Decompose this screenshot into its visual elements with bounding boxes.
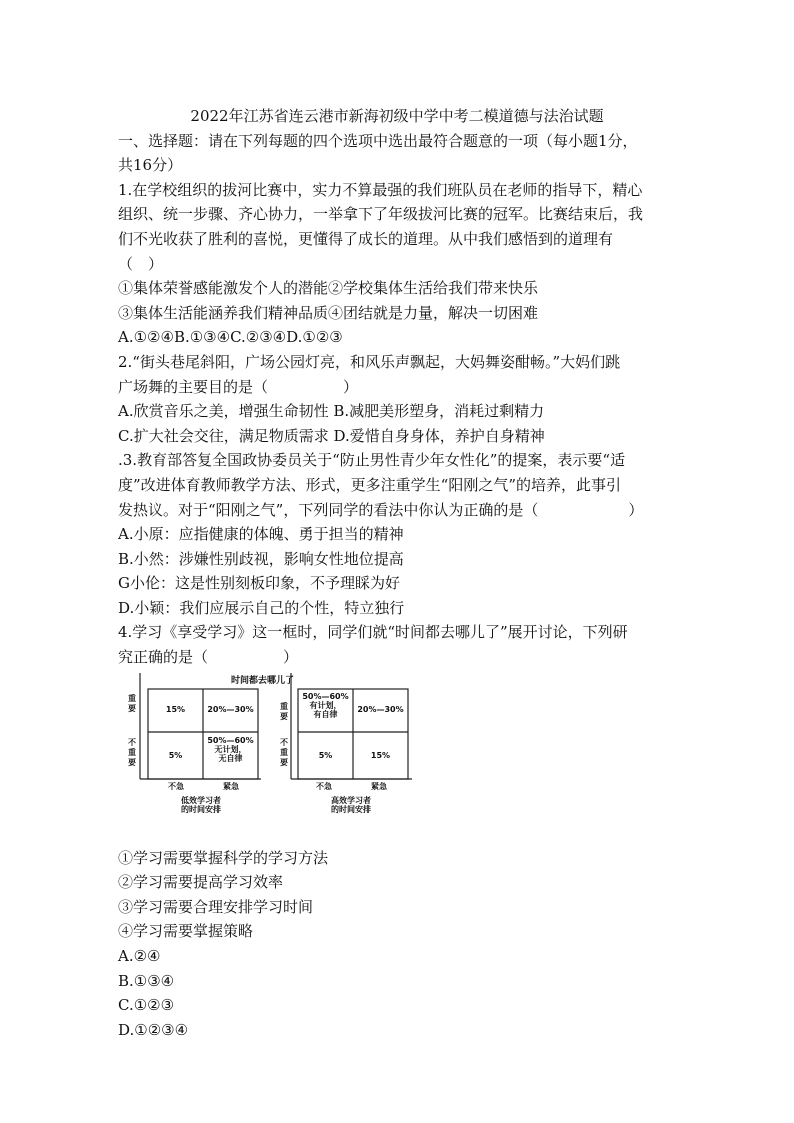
low-y-label-unimportant: 不重要	[128, 737, 136, 767]
q3-stem-line2: 度”改进体育教师教学方法、形式，更多注重学生“阳刚之气”的培养，此事引	[118, 475, 622, 494]
q4-choice-d: D.①②③④	[118, 1020, 189, 1039]
q4-choice-b: B.①③④	[118, 971, 175, 990]
low-x-label-urgent: 紧急	[223, 781, 239, 791]
q3-choice-c: G小伦：这是性别刻板印象，不予理睬为好	[118, 574, 400, 593]
high-cell-unimportant-urgent: 15%	[370, 750, 391, 760]
document-title: 2022年江苏省连云港市新海初级中学中考二模道德与法治试题	[190, 107, 604, 125]
q4-stem-line1: 4.学习《享受学习》这一框时，同学们就“时间都去哪儿了”展开讨论，下列研	[118, 623, 628, 642]
q1-stem-line3: 们不光收获了胜利的喜悦，更懂得了成长的道理。从中我们感悟到的道理有	[118, 229, 614, 248]
q4-statement-4: ④学习需要掌握策略	[118, 922, 254, 941]
low-cell-important-not-urgent: 15%	[165, 704, 186, 714]
low-cell-unimportant-not-urgent: 5%	[168, 750, 183, 760]
question-3	[118, 448, 676, 620]
low-caption: 低效学习者 的时间安排	[181, 795, 221, 814]
q1-statement-1: ①集体荣誉感能激发个人的潜能②学校集体生活给我们带来快乐	[118, 279, 539, 298]
section-header: 一、选择题：请在下列每题的四个选项中选出最符合题意的一项（每小题1分，	[118, 131, 638, 150]
q1-stem-line2: 组织、统一步骤、齐心协力，一举拿下了年级拔河比赛的冠军。比赛结束后，我	[118, 205, 644, 224]
q3-choice-b: B.小然：涉嫌性别歧视，影响女性地位提高	[118, 549, 404, 568]
q4-statement-3: ③学习需要合理安排学习时间	[118, 897, 314, 916]
q4-statement-2: ②学习需要提高学习效率	[118, 873, 284, 892]
high-caption: 高效学习者 的时间安排	[331, 795, 371, 814]
high-y-label-unimportant: 不重要	[280, 737, 288, 767]
question-4	[118, 620, 676, 1042]
q1-answer-blank: （ ）	[118, 254, 164, 273]
q3-choice-a: A.小原：应指健康的体魄、勇于担当的精神	[118, 525, 404, 544]
q1-stem-line1: 1.在学校组织的拔河比赛中，实力不算最强的我们班队员在老师的指导下，精心	[118, 180, 643, 199]
exam-page	[118, 104, 676, 1042]
q4-choice-a: A.②④	[118, 947, 161, 966]
question-2	[118, 350, 676, 448]
q1-statement-2: ③集体生活能涵养我们精神品质④团结就是力量，解决一切困难	[118, 303, 539, 322]
high-cell-important-not-urgent: 50%—60% 有计划， 有自律	[302, 691, 349, 719]
section-header-cont: 共16分）	[118, 156, 183, 175]
q2-choices-ab: A.欣赏音乐之美，增强生命韧性 B.减肥美形塑身，消耗过剩精力	[118, 402, 545, 421]
high-y-label-important: 重要	[280, 701, 288, 721]
high-cell-important-urgent: 20%—30%	[357, 704, 404, 714]
q4-stem-line2: 究正确的是（ ）	[118, 648, 299, 667]
q2-stem-line1: 2.“街头巷尾斜阳，广场公园灯亮，和风乐声飘起，大妈舞姿酣畅。”大妈们跳	[118, 352, 621, 371]
q2-choices-cd: C.扩大社会交往，满足物质需求 D.爱惜自身身体，养护自身精神	[118, 426, 545, 445]
low-x-label-not-urgent: 不急	[168, 781, 184, 791]
high-cell-unimportant-not-urgent: 5%	[318, 750, 333, 760]
low-cell-unimportant-urgent: 50%—60% 无计划， 无自律	[207, 735, 254, 763]
q2-stem-line2: 广场舞的主要目的是（ ）	[118, 377, 359, 396]
q1-choices: A.①②④B.①③④C.②③④D.①②③	[118, 328, 343, 347]
time-matrix-figure	[126, 672, 416, 842]
q4-statement-1: ①学习需要掌握科学的学习方法	[118, 848, 329, 867]
high-x-label-not-urgent: 不急	[316, 781, 332, 791]
q3-stem-line1: .3.教育部答复全国政协委员关于“防止男性青少年女性化”的提案，表示要“适	[118, 451, 626, 470]
low-y-label-important: 重要	[128, 693, 136, 713]
high-x-label-urgent: 紧急	[371, 781, 387, 791]
figure-title: 时间都去哪儿了	[231, 675, 295, 686]
low-cell-important-urgent: 20%—30%	[207, 704, 254, 714]
q3-stem-line3: 发热议。对于“阳刚之气”，下列同学的看法中你认为正确的是（ ）	[118, 500, 644, 519]
q3-choice-d: D.小颖：我们应展示自己的个性，特立独行	[118, 598, 405, 617]
question-1	[118, 178, 676, 350]
q4-choice-c: C.①②③	[118, 996, 175, 1015]
